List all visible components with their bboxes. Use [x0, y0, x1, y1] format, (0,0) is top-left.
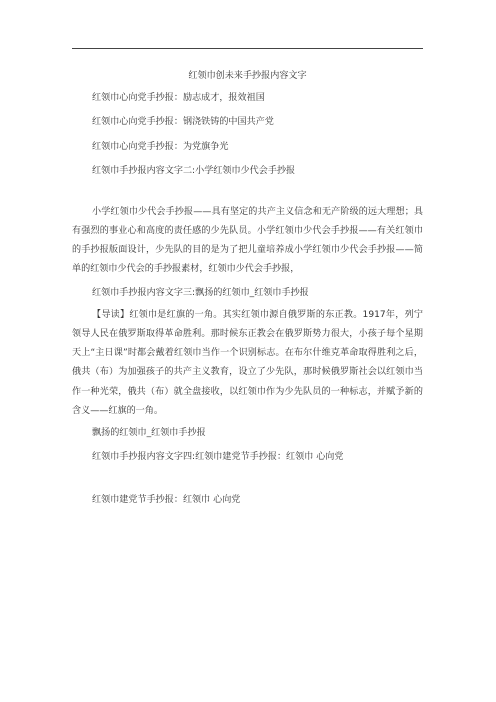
document-body — [72, 67, 423, 510]
paragraph-1: 小学红领巾少代会手抄报——具有坚定的共产主义信念和无产阶级的远大理想；具有强烈的事业心和高度的责任感的少先队员。小学红领巾少代会手抄报——有关红领巾的手抄报版面设计，少先队的目的是为了把儿童培养成小学红领巾少代会手抄报——简单的红领巾少代会的手抄报素材，红领巾少代会手抄报， — [72, 206, 423, 275]
header-rule — [72, 48, 423, 49]
text-line-3: 红领巾心向党手抄报：为党旗争光 — [92, 141, 229, 152]
text-line-last: 红领巾建党节手抄报：红领巾 心向党 — [92, 495, 241, 506]
paragraph-2: 【导读】红领巾是红旗的一角。其实红领巾源自俄罗斯的东正教。1917年，列宁领导人民在俄罗斯取得革命胜利。那时候东正教会在俄罗斯势力很大，小孩子每个星期天上“主日课”时都会戴着红领巾当作一个识别标志。在布尔什维克革命取得胜利之后，俄共（布）为加强孩子的共产主义教育，设立了少先队，那时候俄罗斯社会以红领巾当作一种光荣，俄共（布）就全盘接收，以红领巾作为少先队员的一种标志，并赋予新的含义——红旗的一角。 — [72, 309, 423, 416]
text-line-2: 红领巾心向党手抄报：钢浇铁铸的中国共产党 — [92, 117, 274, 127]
section-heading-3: 红领巾手抄报内容文字三:飘扬的红领巾_红领巾手抄报 — [92, 288, 309, 299]
text-line-1: 红领巾心向党手抄报：励志成才，报效祖国 — [92, 92, 265, 103]
text-line-after: 飘扬的红领巾_红领巾手抄报 — [92, 428, 206, 439]
section-heading-2: 红领巾手抄报内容文字二:小学红领巾少代会手抄报 — [92, 166, 296, 176]
document-title: 红领巾创未来手抄报内容文字 — [188, 71, 307, 81]
section-heading-4: 红领巾手抄报内容文字四:红领巾建党节手抄报：红领巾 心向党 — [92, 451, 344, 462]
